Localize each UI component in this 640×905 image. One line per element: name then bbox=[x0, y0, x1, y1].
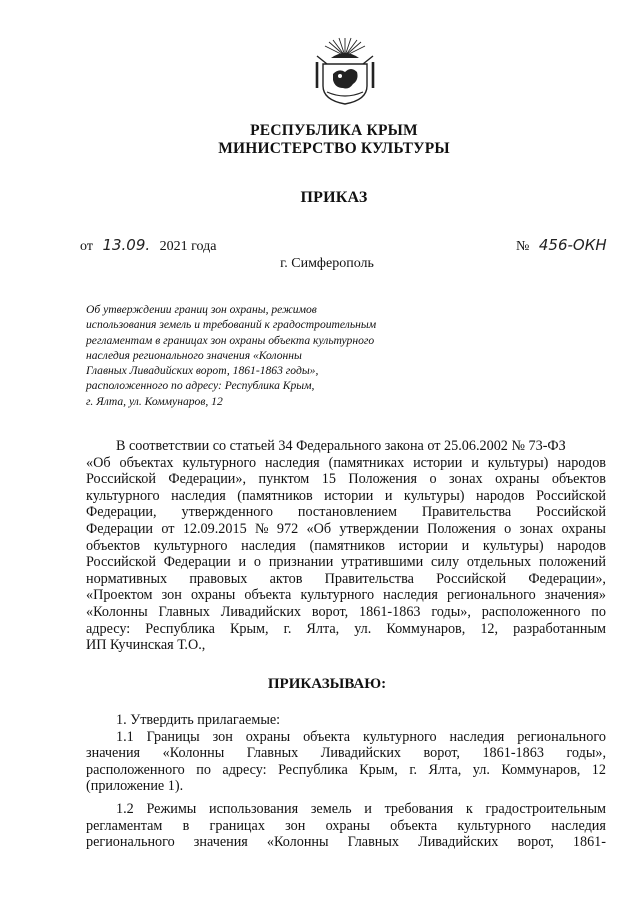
word: в bbox=[182, 817, 190, 834]
date-prefix: от bbox=[80, 239, 93, 254]
word: актов bbox=[269, 570, 303, 587]
word: использования bbox=[209, 800, 299, 817]
word: зонах bbox=[519, 520, 554, 537]
word: признании bbox=[268, 554, 334, 571]
word: культурного bbox=[153, 537, 228, 554]
preamble-line bbox=[86, 571, 606, 588]
word: регионального bbox=[517, 728, 606, 745]
word: и bbox=[238, 554, 247, 571]
word: о bbox=[253, 554, 262, 571]
order-number bbox=[516, 236, 613, 255]
word: зон bbox=[212, 728, 233, 745]
word: «Колонны bbox=[162, 745, 225, 762]
word: Правительства bbox=[421, 504, 512, 521]
word: расположенного bbox=[481, 603, 581, 620]
word: Республика bbox=[145, 620, 215, 637]
word: Крым, bbox=[359, 761, 398, 778]
order-title: ПРИКАЗ bbox=[300, 189, 368, 206]
word: объектов bbox=[551, 471, 606, 488]
item-1-1-line bbox=[86, 762, 606, 779]
word: охраны bbox=[495, 471, 540, 488]
word: наследия bbox=[551, 817, 606, 834]
word: 972 bbox=[276, 520, 299, 537]
word: Российской bbox=[436, 570, 507, 587]
word: культурного bbox=[300, 587, 375, 604]
word: ул. bbox=[354, 620, 372, 637]
word: значения bbox=[86, 745, 141, 762]
preamble-line bbox=[86, 587, 606, 604]
preamble-line bbox=[86, 504, 606, 521]
crimea-coat-of-arms-icon bbox=[313, 34, 377, 106]
word: 12, bbox=[480, 620, 499, 637]
word: Главных bbox=[158, 603, 210, 620]
word: наследия bbox=[241, 537, 296, 554]
word: Коммунаров, bbox=[501, 761, 581, 778]
word: Российской bbox=[536, 487, 606, 504]
word: (памятниках bbox=[328, 454, 405, 471]
preamble-line bbox=[86, 471, 606, 488]
word: зон bbox=[161, 587, 182, 604]
word: утверждении bbox=[339, 520, 419, 537]
subject-line: Об утверждении границ зон охраны, режимов bbox=[86, 303, 317, 316]
word: культурного bbox=[362, 728, 437, 745]
word: Правительства bbox=[324, 570, 414, 587]
word: регионального bbox=[86, 834, 175, 851]
word: охраны bbox=[245, 728, 291, 745]
word: «Об bbox=[306, 520, 332, 537]
word: ворот, bbox=[311, 603, 349, 620]
subject-line: наследия регионального значения «Колонны bbox=[86, 348, 302, 362]
item-1-1-line bbox=[86, 729, 606, 746]
order-items bbox=[86, 712, 606, 851]
word: 15 bbox=[321, 471, 336, 488]
word: Федерации», bbox=[168, 471, 247, 488]
word: Ливадийских bbox=[320, 745, 402, 762]
preamble-line bbox=[86, 455, 606, 472]
word: Ялта, bbox=[428, 761, 462, 778]
decree-heading: ПРИКАЗЫВАЮ: bbox=[267, 676, 387, 692]
word: 1.2 bbox=[116, 800, 134, 817]
word: границах bbox=[209, 817, 265, 834]
word: Российской bbox=[86, 471, 156, 488]
word: Главных bbox=[347, 834, 400, 851]
word: охраны bbox=[190, 587, 236, 604]
word: 1861- bbox=[572, 834, 606, 851]
item-1-2-line bbox=[86, 801, 606, 818]
word: (памятников bbox=[309, 537, 385, 554]
preamble-line bbox=[86, 554, 606, 571]
word: и bbox=[384, 487, 393, 504]
word: к bbox=[465, 800, 473, 817]
handwritten-date: 13.09. bbox=[102, 236, 151, 254]
word: адресу: bbox=[222, 761, 267, 778]
ministry-title: МИНИСТЕРСТВО КУЛЬТУРЫ bbox=[218, 140, 450, 157]
word: Ливадийских bbox=[220, 603, 302, 620]
item-1: 1. Утвердить прилагаемые: bbox=[116, 712, 281, 728]
word: г. bbox=[409, 761, 418, 778]
word: Ялта, bbox=[306, 620, 340, 637]
word: Границы bbox=[146, 728, 200, 745]
word: истории bbox=[324, 487, 374, 504]
word: 12 bbox=[591, 761, 606, 778]
word: «Колонны bbox=[266, 834, 329, 851]
preamble-line bbox=[86, 604, 606, 621]
word: Положения bbox=[348, 471, 417, 488]
item-1-2-line bbox=[86, 834, 606, 851]
item-1-2-line bbox=[86, 818, 606, 835]
word: Главных bbox=[246, 745, 299, 762]
order-date bbox=[80, 236, 216, 255]
word: Режимы bbox=[146, 800, 197, 817]
word: Республика bbox=[278, 761, 348, 778]
word: расположенного bbox=[86, 761, 185, 778]
city-label: г. Симферополь bbox=[280, 256, 374, 271]
subject-line: расположенного по адресу: Республика Крым, bbox=[86, 379, 315, 393]
word: объектах bbox=[119, 454, 174, 471]
word: объектов bbox=[86, 537, 141, 554]
subject-line: Главных Ливадийских ворот, 1861-1863 годы», bbox=[86, 364, 319, 378]
word: народов bbox=[557, 537, 606, 554]
preamble-line bbox=[86, 538, 606, 555]
word: от bbox=[161, 520, 175, 537]
word: пунктом bbox=[258, 471, 310, 488]
word: 1.1 bbox=[116, 728, 134, 745]
republic-title: РЕСПУБЛИКА КРЫМ bbox=[250, 122, 418, 139]
word: культурного bbox=[457, 817, 531, 834]
word: земель bbox=[310, 800, 352, 817]
word: по bbox=[591, 603, 606, 620]
word: 12.09.2015 bbox=[182, 520, 247, 537]
handwritten-number: 456-ОКН bbox=[538, 236, 607, 254]
subject-line: регламентам в границах зон охраны объекта культурного bbox=[86, 333, 375, 347]
word: требования bbox=[384, 800, 454, 817]
item-1-1-line: (приложение 1). bbox=[86, 778, 184, 795]
word: 1861-1863 bbox=[359, 603, 421, 620]
word: нормативных bbox=[86, 570, 168, 587]
subject-line: использования земель и требований к градостроительным bbox=[86, 318, 377, 332]
word: культуры) bbox=[403, 487, 465, 504]
word: адресу: bbox=[86, 620, 131, 637]
word: и bbox=[471, 454, 479, 471]
word: правовых bbox=[189, 570, 248, 587]
word: Ливадийских bbox=[418, 834, 499, 851]
word: культуры) bbox=[482, 537, 544, 554]
word: Российской bbox=[536, 504, 606, 521]
word: Российской bbox=[86, 554, 156, 571]
word: Федерации bbox=[86, 520, 154, 537]
word: наследия bbox=[171, 487, 226, 504]
word: Коммунаров, bbox=[386, 620, 466, 637]
word: наследия bbox=[383, 587, 438, 604]
word: Федерации bbox=[163, 554, 231, 571]
preamble-line: В соответствии со статьей 34 Федерального закона от 25.06.2002 № 73-ФЗ bbox=[116, 438, 566, 454]
word: объекта bbox=[303, 728, 351, 745]
word: охраны bbox=[325, 817, 370, 834]
word: регламентам bbox=[86, 817, 163, 834]
preamble-line bbox=[86, 488, 606, 505]
word: градостроительным bbox=[485, 800, 606, 817]
word: г. bbox=[283, 620, 292, 637]
word: зонах bbox=[449, 471, 483, 488]
word: и bbox=[364, 800, 372, 817]
word: № bbox=[255, 520, 269, 537]
word: 1861-1863 bbox=[482, 745, 544, 762]
word: истории bbox=[413, 454, 463, 471]
word: народов bbox=[557, 454, 606, 471]
word: разработанным bbox=[513, 620, 606, 637]
preamble-line: ИП Кучинская Т.О., bbox=[86, 637, 206, 654]
word: о bbox=[504, 520, 512, 537]
word: годы», bbox=[431, 603, 471, 620]
word: утвержденного bbox=[181, 504, 273, 521]
word: по bbox=[196, 761, 211, 778]
word: культуры) bbox=[487, 454, 549, 471]
order-subject bbox=[86, 302, 426, 409]
word: «Об bbox=[86, 454, 111, 471]
word: Положения bbox=[427, 520, 496, 537]
word: ворот, bbox=[423, 745, 460, 762]
word: зон bbox=[285, 817, 306, 834]
word: культурного bbox=[182, 454, 257, 471]
word: культурного bbox=[86, 487, 160, 504]
word: годы», bbox=[566, 745, 606, 762]
date-suffix: 2021 года bbox=[159, 239, 217, 254]
word: положений bbox=[538, 554, 606, 571]
word: охраны bbox=[561, 520, 606, 537]
word: Крым, bbox=[229, 620, 269, 637]
word: (памятников bbox=[237, 487, 313, 504]
word: истории bbox=[398, 537, 448, 554]
word: утратившими bbox=[341, 554, 424, 571]
word: ул. bbox=[472, 761, 490, 778]
word: отдельных bbox=[466, 554, 532, 571]
word: о bbox=[429, 471, 437, 488]
word: народов bbox=[475, 487, 525, 504]
word: Федерации», bbox=[528, 570, 606, 587]
word: значения bbox=[193, 834, 248, 851]
word: ворот, bbox=[517, 834, 554, 851]
number-prefix: № bbox=[516, 239, 530, 254]
word: объекта bbox=[390, 817, 438, 834]
word: регионального bbox=[446, 587, 536, 604]
subject-line: г. Ялта, ул. Коммунаров, 12 bbox=[86, 394, 223, 408]
word: силу bbox=[431, 554, 460, 571]
word: наследия bbox=[264, 454, 320, 471]
word: «Проектом bbox=[86, 587, 153, 604]
preamble-line bbox=[86, 621, 606, 638]
preamble-line bbox=[86, 521, 606, 538]
word: «Колонны bbox=[86, 603, 148, 620]
preamble-paragraph bbox=[86, 438, 606, 654]
word: наследия bbox=[449, 728, 505, 745]
item-1-1-line bbox=[86, 745, 606, 762]
word: Федерации, bbox=[86, 504, 157, 521]
word: и bbox=[461, 537, 470, 554]
word: значения» bbox=[544, 587, 606, 604]
word: объекта bbox=[244, 587, 292, 604]
word: постановлением bbox=[297, 504, 397, 521]
